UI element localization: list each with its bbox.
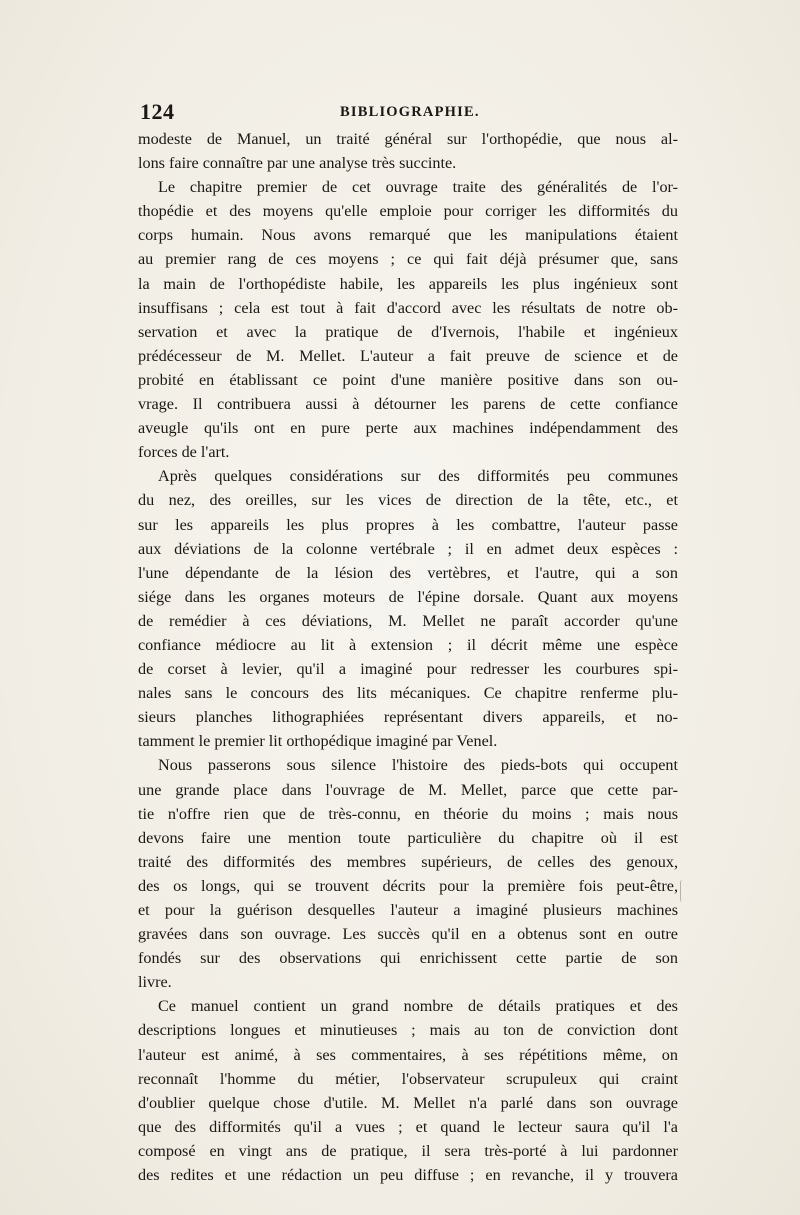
text-line: de corset à levier, qu'il a imaginé pour redresser les courbures spi- bbox=[138, 660, 678, 679]
page-number: 124 bbox=[140, 99, 175, 124]
text-line: gravées dans son ouvrage. Les succès qu'il en a obtenus sont en outre bbox=[138, 925, 678, 944]
text-line: confiance médiocre au lit à extension ; il décrit même une espèce bbox=[138, 635, 678, 654]
text-line: l'une dépendante de la lésion des vertèbres, et l'autre, qui a son bbox=[138, 563, 678, 582]
page-edge-mark bbox=[680, 880, 685, 902]
text-line: l'auteur est animé, à ses commentaires, à ses répétitions même, on bbox=[138, 1045, 678, 1064]
text-line: forces de l'art. bbox=[138, 443, 230, 462]
text-line: aveugle qu'ils ont en pure perte aux machines indépendamment des bbox=[138, 419, 678, 438]
text-line: une grande place dans l'ouvrage de M. Mellet, parce que cette par- bbox=[138, 780, 678, 799]
text-line: du nez, des oreilles, sur les vices de direction de la tête, etc., et bbox=[138, 491, 678, 510]
text-line: que des difformités qu'il a vues ; et quand le lecteur saura qu'il l'a bbox=[138, 1117, 678, 1136]
text-line: nales sans le concours des lits mécaniques. Ce chapitre renferme plu- bbox=[138, 684, 678, 703]
running-title: BIBLIOGRAPHIE. bbox=[340, 104, 480, 120]
text-line: sur les appareils les plus propres à les combattre, l'auteur passe bbox=[138, 515, 678, 534]
text-line: servation et avec la pratique de d'Ivernois, l'habile et ingénieux bbox=[138, 322, 678, 341]
paragraph-first-line: Nous passerons sous silence l'histoire des pieds-bots qui occupent bbox=[158, 756, 678, 775]
text-line: reconnaît l'homme du métier, l'observateur scrupuleux qui craint bbox=[138, 1069, 678, 1088]
text-line: composé en vingt ans de pratique, il sera très-porté à lui pardonner bbox=[138, 1141, 678, 1160]
text-line: tamment le premier lit orthopédique imaginé par Venel. bbox=[138, 732, 498, 751]
text-line: au premier rang de ces moyens ; ce qui fait déjà présumer que, sans bbox=[138, 250, 678, 269]
text-line: livre. bbox=[138, 973, 172, 992]
text-line: la main de l'orthopédiste habile, les appareils les plus ingénieux sont bbox=[138, 274, 678, 293]
text-line: lons faire connaître par une analyse très succinte. bbox=[138, 154, 457, 173]
text-line: devons faire une mention toute particulière du chapitre où il est bbox=[138, 828, 678, 847]
text-line: des redites et une rédaction un peu diffuse ; en revanche, il y trouvera bbox=[138, 1166, 678, 1185]
text-line: traité des difformités des membres supérieurs, de celles des genoux, bbox=[138, 852, 678, 871]
text-line: d'oublier quelque chose d'utile. M. Mellet n'a parlé dans son ouvrage bbox=[138, 1093, 678, 1112]
text-line: des os longs, qui se trouvent décrits pour la première fois peut-être, bbox=[138, 876, 678, 895]
page-header bbox=[140, 99, 680, 127]
text-line: siége dans les organes moteurs de l'épine dorsale. Quant aux moyens bbox=[138, 587, 678, 606]
text-line: corps humain. Nous avons remarqué que les manipulations étaient bbox=[138, 226, 678, 245]
text-line: insuffisans ; cela est tout à fait d'accord avec les résultats de notre ob- bbox=[138, 298, 678, 317]
text-line: modeste de Manuel, un traité général sur l'orthopédie, que nous al- bbox=[138, 130, 678, 148]
text-line: sieurs planches lithographiées représentant divers appareils, et no- bbox=[138, 708, 678, 727]
text-line: thopédie et des moyens qu'elle emploie pour corriger les difformités du bbox=[138, 202, 678, 221]
paragraph-first-line: Ce manuel contient un grand nombre de détails pratiques et des bbox=[158, 997, 678, 1016]
text-line: prédécesseur de M. Mellet. L'auteur a fait preuve de science et de bbox=[138, 346, 678, 365]
text-line: vrage. Il contribuera aussi à détourner les parens de cette confiance bbox=[138, 395, 678, 414]
body-text bbox=[138, 127, 678, 1187]
paragraph-first-line: Après quelques considérations sur des difformités peu communes bbox=[158, 467, 678, 486]
text-line: fondés sur des observations qui enrichissent cette partie de son bbox=[138, 949, 678, 968]
text-line: descriptions longues et minutieuses ; mais au ton de conviction dont bbox=[138, 1021, 678, 1040]
text-line: et pour la guérison desquelles l'auteur a imaginé plusieurs machines bbox=[138, 901, 678, 919]
text-line: aux déviations de la colonne vertébrale ; il en admet deux espèces : bbox=[138, 539, 678, 558]
text-line: de remédier à ces déviations, M. Mellet ne paraît accorder qu'une bbox=[138, 611, 678, 630]
text-line: probité en établissant ce point d'une manière positive dans son ou- bbox=[138, 370, 678, 389]
paragraph-first-line: Le chapitre premier de cet ouvrage traite des généralités de l'or- bbox=[158, 178, 678, 197]
text-line: tie n'offre rien que de très-connu, en théorie du moins ; mais nous bbox=[138, 804, 678, 823]
